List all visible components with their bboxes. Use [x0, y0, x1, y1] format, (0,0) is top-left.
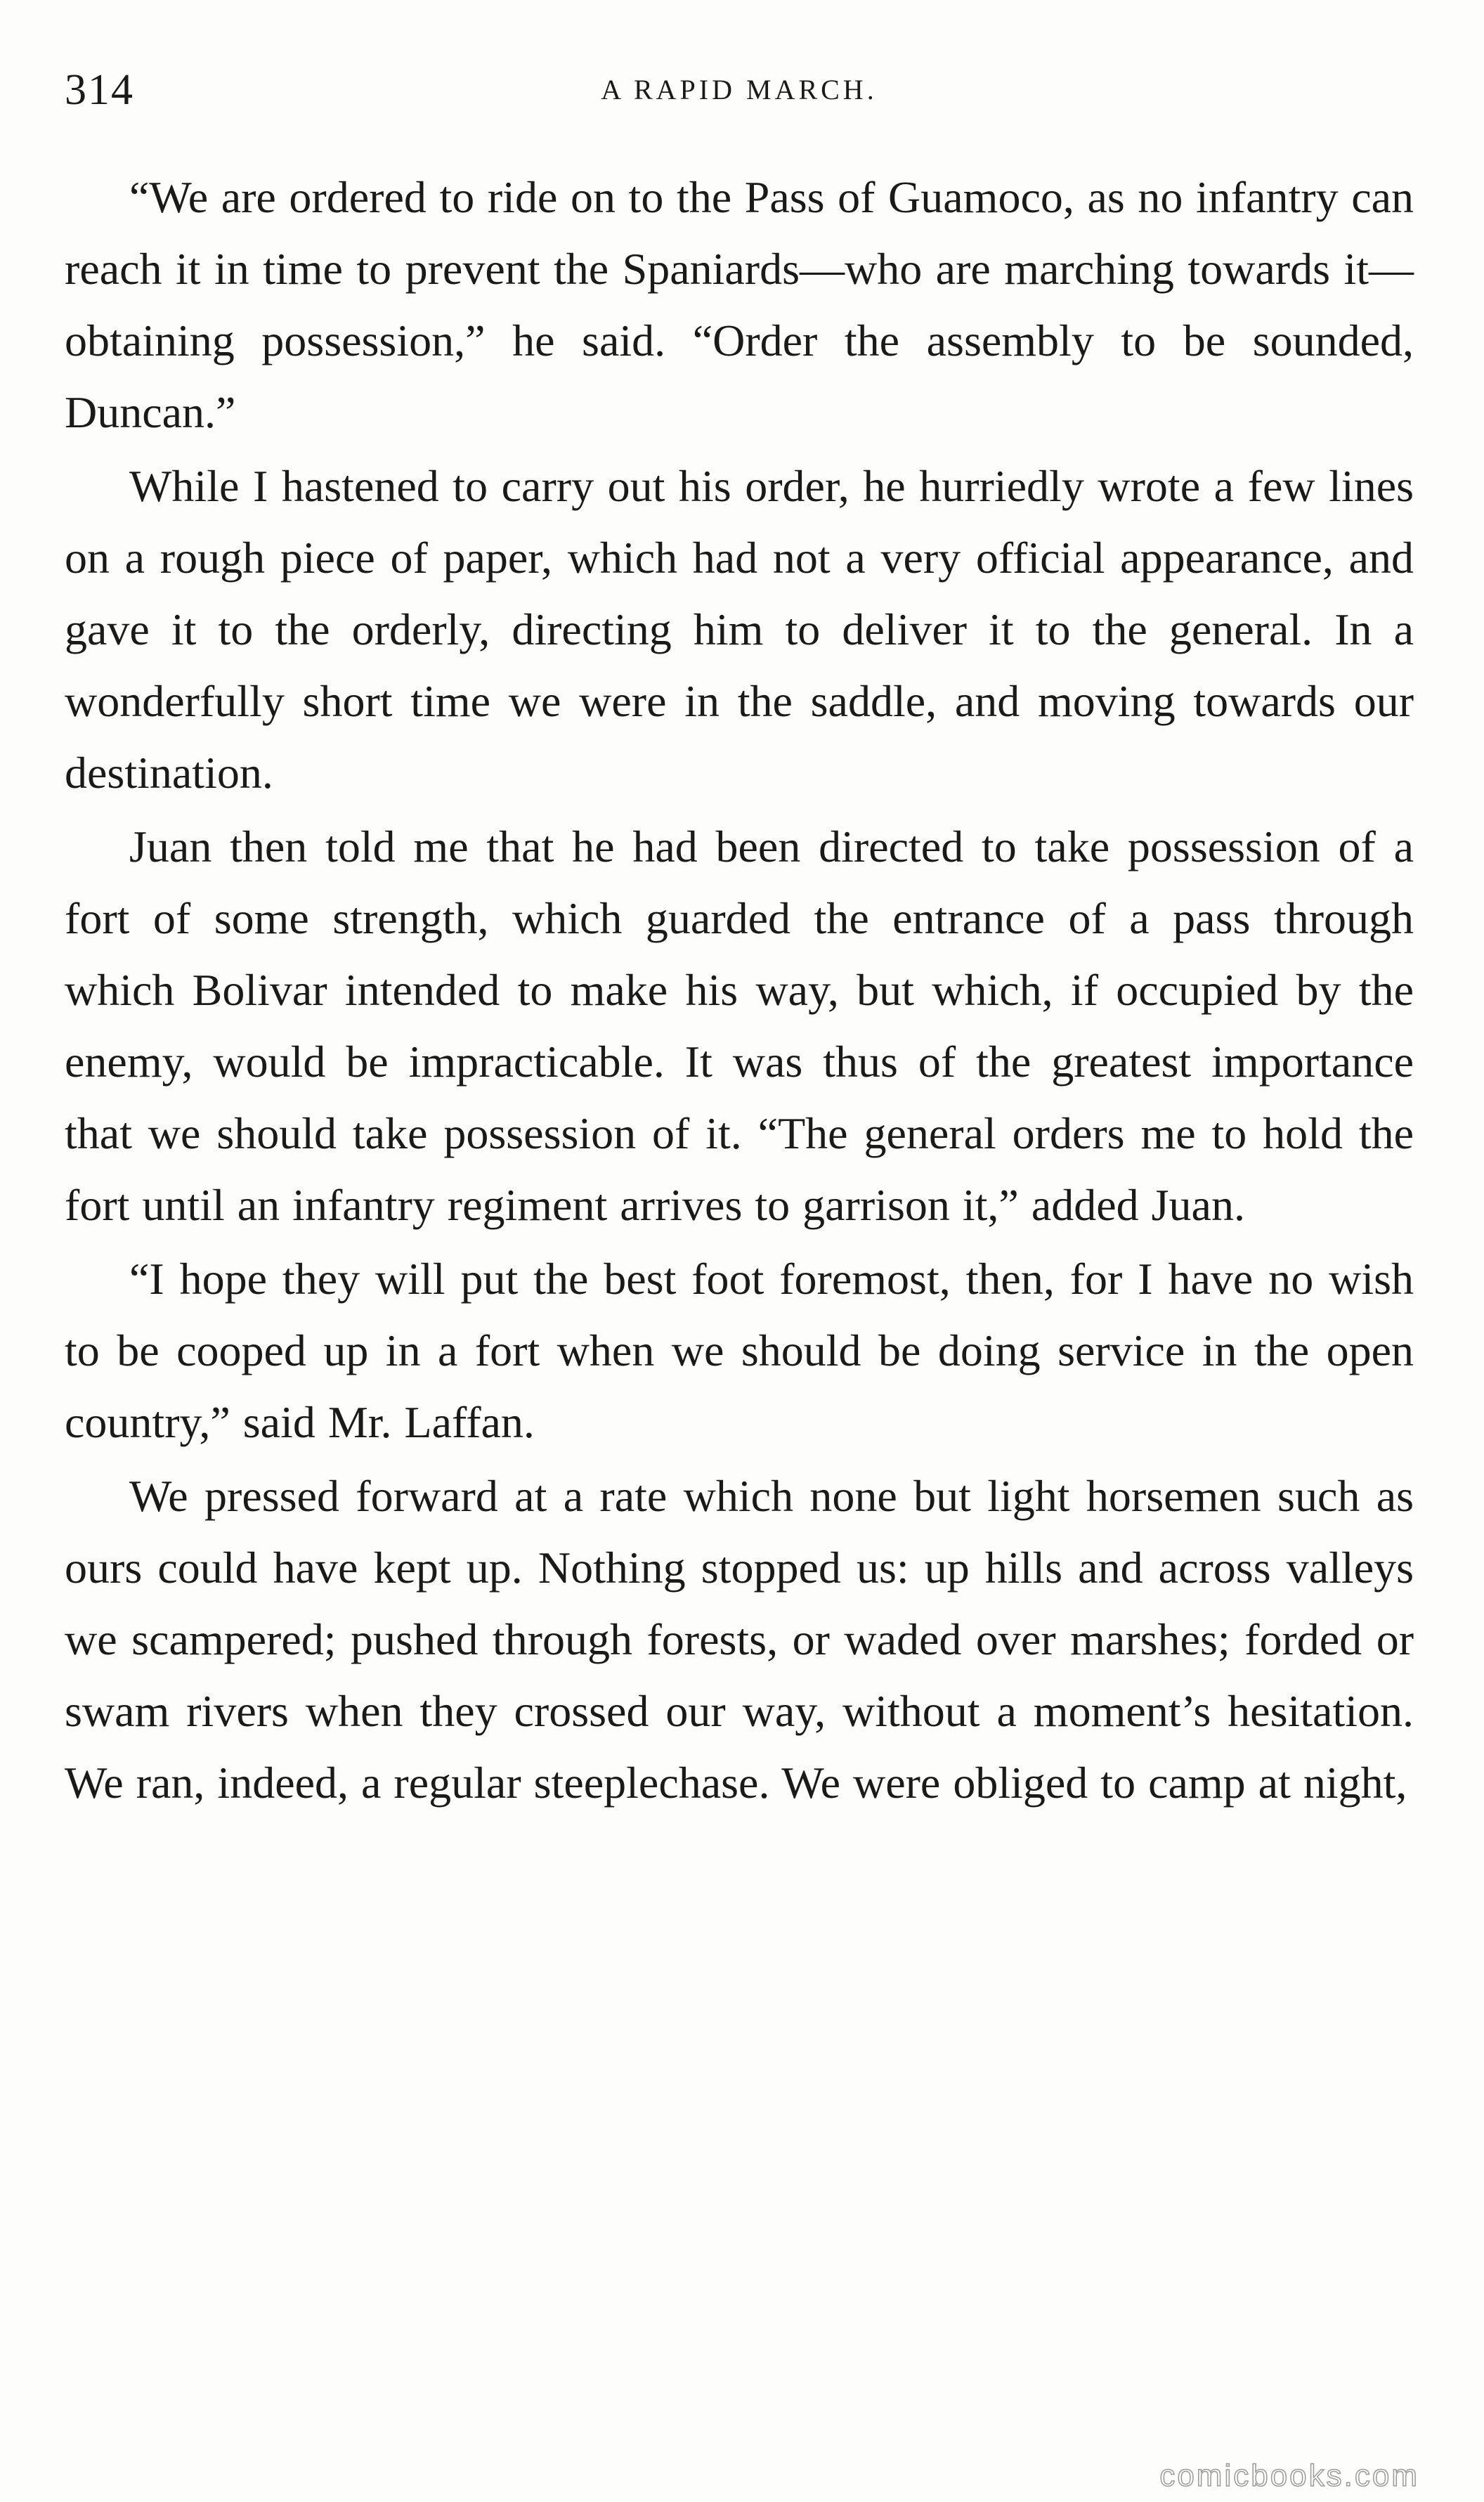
watermark: comicbooks.com — [1159, 2458, 1419, 2493]
paragraph: “We are ordered to ride on to the Pass of Guamoco, as no infantry can reach it in time to prevent the Spaniards—who are marching towards it—obtaining possession,” he said. “Order the assembly to be sounded, Duncan.” — [65, 172, 1414, 437]
paragraph: While I hastened to carry out his order, he hurriedly wrote a few lines on a rough piece of paper, which had not a very official appearance, and gave it to the orderly, directing him to deliver it to the general. In a wonderfully short time we were in the saddle, and moving towards our destination. — [65, 461, 1414, 798]
body-text — [65, 162, 1414, 1821]
paragraph: Juan then told me that he had been directed to take possession of a fort of some strength, which guarded the entrance of a pass through which Bolivar intended to make his way, but which, if occupied by the enemy, would be impracticable. It was thus of the greatest importance that we should take possession of it. “The general orders me to hold the fort until an infantry regiment arrives to garrison it,” added Juan. — [65, 822, 1414, 1230]
page-number: 314 — [65, 66, 134, 114]
page-header — [65, 62, 1414, 118]
running-head: A RAPID MARCH. — [601, 74, 878, 105]
paragraph: We pressed forward at a rate which none but light horsemen such as ours could have kept up. Nothing stopped us: up hills and across valleys we scampered; pushed through forests, or waded over marshes; forded or swam rivers when they crossed our way, without a moment’s hesitation. We ran, indeed, a regular steeplechase. We were obliged to camp at night, — [65, 1471, 1414, 1808]
paragraph: “I hope they will put the best foot foremost, then, for I have no wish to be cooped up in a fort when we should be doing service in the open country,” said Mr. Laffan. — [65, 1254, 1414, 1447]
